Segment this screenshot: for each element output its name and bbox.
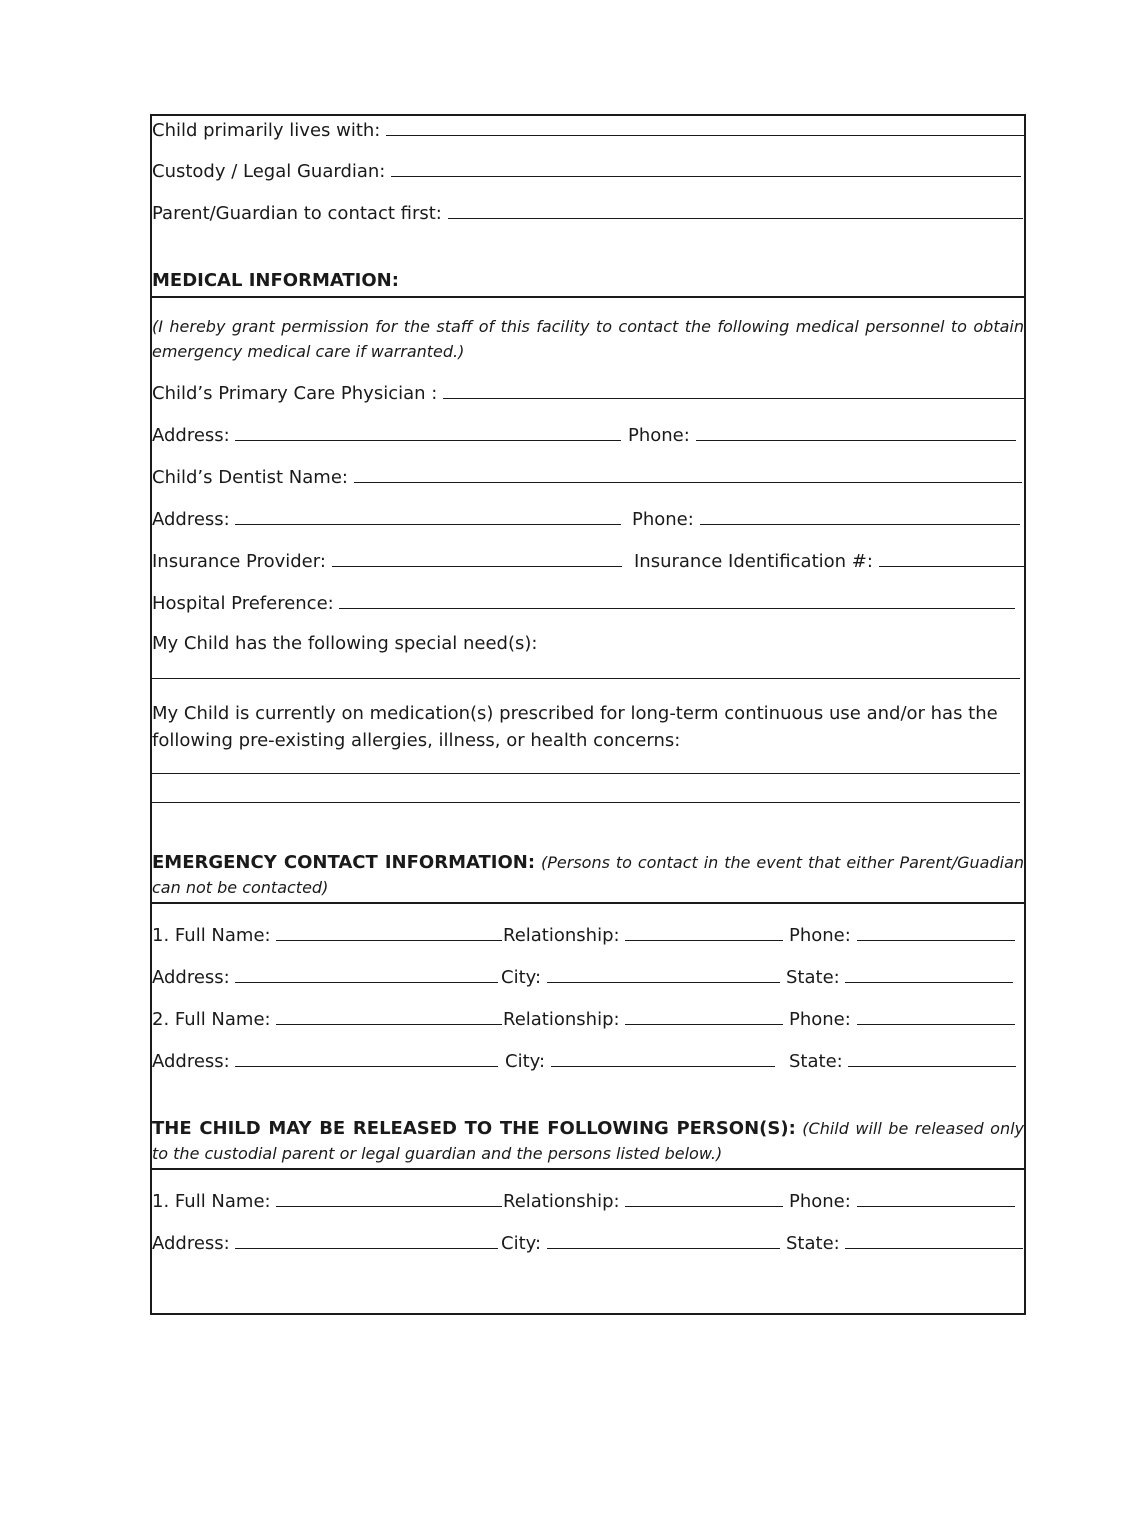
contact-first-row (152, 201, 1023, 225)
state-label: State: (786, 967, 840, 988)
custody-row (152, 159, 1021, 183)
emergency-contact-1-name-field (152, 923, 502, 947)
custody-label: Custody / Legal Guardian: (152, 161, 386, 182)
emergency-contact-2-address-input[interactable] (235, 1049, 498, 1067)
emergency-contact-1-address-field (152, 965, 498, 989)
dentist-phone-field (632, 507, 1020, 531)
physician-phone-label: Phone: (628, 425, 690, 446)
release-person-1-state-input[interactable] (845, 1231, 1023, 1249)
relationship-label: Relationship: (503, 1191, 620, 1212)
physician-phone-field (628, 423, 1016, 447)
physician-row (152, 381, 1026, 405)
contact-first-label: Parent/Guardian to contact first: (152, 203, 442, 224)
emergency-contact-1-relationship-input[interactable] (625, 923, 783, 941)
emergency-contact-1-state-field (786, 965, 1013, 989)
hospital-label: Hospital Preference: (152, 593, 334, 614)
contact-first-input[interactable] (448, 201, 1023, 219)
emergency-contact-2-phone-input[interactable] (857, 1007, 1015, 1025)
relationship-label: Relationship: (503, 925, 620, 946)
custody-input[interactable] (391, 159, 1021, 177)
hospital-input[interactable] (339, 591, 1015, 609)
release-note: (Child will be released only to the custodial parent or legal guardian and the persons listed below.) (152, 1119, 1024, 1163)
medications-label: My Child is currently on medication(s) prescribed for long-term continuous use and/or has the following pre-existing allergies, illness, or health concerns: (152, 703, 998, 751)
emergency-contact-1-state-input[interactable] (845, 965, 1013, 983)
release-person-1-address-field (152, 1231, 498, 1255)
emergency-contact-2-relationship-field (503, 1007, 783, 1031)
state-label: State: (789, 1051, 843, 1072)
release-person-1-city-input[interactable] (547, 1231, 780, 1249)
person-number: 1. (152, 1191, 170, 1212)
full-name-label: Full Name: (174, 925, 271, 946)
child-information-form (150, 114, 1026, 1315)
address-label: Address: (152, 967, 230, 988)
city-label: City: (505, 1051, 546, 1072)
emergency-contact-1-city-field (501, 965, 780, 989)
emergency-note: (Persons to contact in the event that either Parent/Guadian can not be contacted) (152, 853, 1025, 897)
insurance-id-input[interactable] (879, 549, 1026, 567)
emergency-heading: EMERGENCY CONTACT INFORMATION: (152, 852, 536, 873)
insurance-id-label: Insurance Identification #: (634, 551, 873, 572)
release-person-1-address-input[interactable] (235, 1231, 498, 1249)
dentist-label: Child’s Dentist Name: (152, 467, 348, 488)
contact-number: 1. (152, 925, 170, 946)
emergency-contact-2-phone-field (789, 1007, 1015, 1031)
section-divider (152, 902, 1024, 904)
physician-input[interactable] (443, 381, 1026, 399)
medical-permission-note: (I hereby grant permission for the staff of this facility to contact the following medical personnel to obtain emergency medical care if warranted.) (152, 317, 1024, 361)
city-label: City: (501, 967, 542, 988)
dentist-row (152, 465, 1022, 489)
release-person-1-relationship-input[interactable] (625, 1189, 783, 1207)
physician-address-input[interactable] (235, 423, 621, 441)
emergency-heading-block (152, 850, 1024, 900)
release-person-1-name-input[interactable] (276, 1189, 502, 1207)
physician-label: Child’s Primary Care Physician : (152, 383, 438, 404)
section-divider (152, 1168, 1024, 1170)
release-heading-block (152, 1116, 1024, 1166)
lives-with-label: Child primarily lives with: (152, 120, 381, 141)
dentist-input[interactable] (354, 465, 1022, 483)
emergency-contact-2-address-field (152, 1049, 498, 1073)
phone-label: Phone: (789, 1191, 851, 1212)
release-heading: THE CHILD MAY BE RELEASED TO THE FOLLOWING PERSON(S): (152, 1118, 796, 1139)
release-person-1-phone-input[interactable] (857, 1189, 1015, 1207)
dentist-address-label: Address: (152, 509, 230, 530)
release-person-1-state-field (786, 1231, 1023, 1255)
special-needs-input[interactable] (152, 678, 1020, 679)
medications-input-line-1[interactable] (152, 773, 1020, 774)
emergency-contact-2-name-input[interactable] (276, 1007, 502, 1025)
insurance-provider-field (152, 549, 622, 573)
lives-with-input[interactable] (386, 118, 1026, 136)
dentist-phone-input[interactable] (700, 507, 1020, 525)
full-name-label: Full Name: (174, 1009, 271, 1030)
emergency-contact-1-phone-input[interactable] (857, 923, 1015, 941)
emergency-contact-2-state-field (789, 1049, 1016, 1073)
address-label: Address: (152, 1233, 230, 1254)
emergency-contact-2-state-input[interactable] (848, 1049, 1016, 1067)
release-person-1-phone-field (789, 1189, 1015, 1213)
phone-label: Phone: (789, 925, 851, 946)
insurance-id-field (634, 549, 1026, 573)
emergency-contact-1-name-input[interactable] (276, 923, 502, 941)
emergency-contact-1-city-input[interactable] (547, 965, 780, 983)
physician-address-field (152, 423, 621, 447)
emergency-contact-2-city-field (505, 1049, 775, 1073)
address-label: Address: (152, 1051, 230, 1072)
dentist-address-input[interactable] (235, 507, 621, 525)
phone-label: Phone: (789, 1009, 851, 1030)
state-label: State: (786, 1233, 840, 1254)
relationship-label: Relationship: (503, 1009, 620, 1030)
hospital-row (152, 591, 1015, 615)
emergency-contact-1-relationship-field (503, 923, 783, 947)
insurance-provider-input[interactable] (332, 549, 622, 567)
release-person-1-city-field (501, 1231, 780, 1255)
special-needs-label: My Child has the following special need(s): (152, 633, 538, 654)
release-person-1-name-field (152, 1189, 502, 1213)
medications-input-line-2[interactable] (152, 802, 1020, 803)
medical-heading: MEDICAL INFORMATION: (152, 270, 399, 291)
emergency-contact-1-phone-field (789, 923, 1015, 947)
section-divider (152, 296, 1024, 298)
contact-number: 2. (152, 1009, 170, 1030)
release-person-1-relationship-field (503, 1189, 783, 1213)
physician-address-label: Address: (152, 425, 230, 446)
emergency-contact-2-city-input[interactable] (551, 1049, 775, 1067)
emergency-contact-2-name-field (152, 1007, 502, 1031)
emergency-contact-2-relationship-input[interactable] (625, 1007, 783, 1025)
city-label: City: (501, 1233, 542, 1254)
physician-phone-input[interactable] (696, 423, 1016, 441)
lives-with-row (152, 118, 1026, 142)
emergency-contact-1-address-input[interactable] (235, 965, 498, 983)
dentist-phone-label: Phone: (632, 509, 694, 530)
insurance-provider-label: Insurance Provider: (152, 551, 326, 572)
dentist-address-field (152, 507, 621, 531)
full-name-label: Full Name: (174, 1191, 271, 1212)
